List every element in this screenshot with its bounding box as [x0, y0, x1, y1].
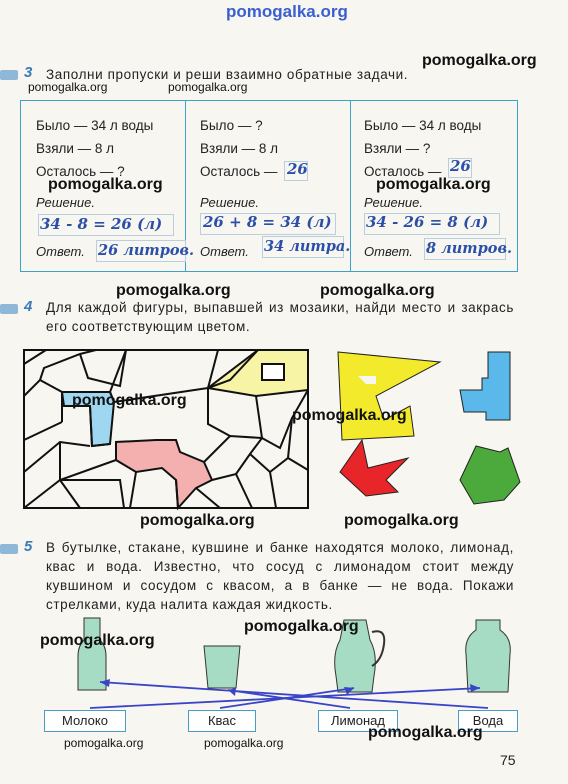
watermark: pomogalka.org: [48, 176, 163, 193]
watermark: pomogalka.org: [344, 512, 459, 529]
mosaic-area: [0, 340, 568, 520]
red-piece: [340, 440, 408, 496]
watermark: pomogalka.org: [40, 632, 155, 649]
green-piece: [460, 446, 520, 504]
task-number: 4: [24, 298, 33, 315]
condition-line: Было — 34 л воды: [36, 118, 154, 133]
solution-label: Решение.: [364, 195, 424, 210]
mosaic-hole: [262, 364, 284, 380]
solution-label: Решение.: [36, 195, 96, 210]
label-milk: Молоко: [44, 710, 126, 732]
condition-line: Осталось —: [200, 164, 278, 179]
condition-line: Осталось —: [364, 164, 442, 179]
fill-value: 26: [450, 157, 471, 175]
condition-line: Было — 34 л воды: [364, 118, 482, 133]
watermark: pomogalka.org: [422, 52, 537, 69]
page-number: 75: [500, 752, 516, 768]
glass-icon: [204, 646, 240, 688]
label-water: Вода: [458, 710, 518, 732]
task-bullet: [0, 304, 18, 314]
solution-label: Решение.: [200, 195, 260, 210]
watermark: pomogalka.org: [292, 407, 407, 424]
mosaic-grid: [24, 350, 308, 508]
bottle-icon: [78, 618, 106, 690]
watermark: pomogalka.org: [320, 282, 435, 299]
fill-value: 26: [287, 160, 308, 178]
watermark: pomogalka.org: [72, 392, 187, 409]
answer-label: Ответ.: [364, 244, 413, 259]
task-number: 3: [24, 64, 33, 81]
mosaic-yellow-piece: [208, 350, 308, 396]
task-text: В бутылке, стакане, кувшине и банке находятся молоко, лимонад, квас и вода. Известно, что сосуд с лимонадом стоит между кувшином и сосудом с квасом, а в банке — не вода. Покажи стрелками, куда налита каждая жидкость.: [46, 540, 514, 612]
condition-line: Взяли — 8 л: [36, 141, 115, 156]
watermark: pomogalka.org: [226, 2, 348, 21]
solution: 26 + 8 = 34 (л): [203, 213, 332, 231]
solution: 34 - 26 = 8 (л): [366, 213, 489, 231]
watermark: pomogalka.org: [116, 282, 231, 299]
answer: 34 литра.: [264, 238, 351, 255]
label-kvass: Квас: [188, 710, 256, 732]
watermark: pomogalka.org: [376, 176, 491, 193]
jar-icon: [466, 620, 511, 692]
task-bullet: [0, 70, 18, 80]
task-bullet: [0, 544, 18, 554]
watermark: pomogalka.org: [168, 80, 248, 94]
condition-line: Было — ?: [200, 118, 263, 133]
watermark: pomogalka.org: [28, 80, 108, 94]
answer: 8 литров.: [426, 240, 513, 257]
task-text: Для каждой фигуры, выпавшей из мозаики, найди место и закрась его соответствующим цветом.: [46, 300, 514, 334]
label-lemonade: Лимонад: [318, 710, 398, 732]
watermark: pomogalka.org: [204, 736, 284, 750]
mosaic-pink-piece: [116, 440, 212, 508]
answer: 26 литров.: [98, 242, 195, 259]
condition-line: Осталось — ?: [36, 164, 125, 179]
answer-label: Ответ.: [36, 244, 85, 259]
task-number: 5: [24, 538, 33, 555]
condition-line: Взяли — 8 л: [200, 141, 279, 156]
watermark: pomogalka.org: [140, 512, 255, 529]
watermark: pomogalka.org: [368, 724, 483, 741]
watermark: pomogalka.org: [64, 736, 144, 750]
arrowheads: [100, 679, 480, 696]
arrows: [90, 682, 488, 708]
solution: 34 - 8 = 26 (л): [40, 215, 163, 233]
yellow-piece: [338, 352, 440, 440]
task-text: Заполни пропуски и реши взаимно обратные задачи.: [46, 67, 409, 82]
condition-line: Взяли — ?: [364, 141, 431, 156]
blue-piece: [460, 352, 510, 420]
watermark: pomogalka.org: [244, 618, 359, 635]
answer-label: Ответ.: [200, 244, 249, 259]
